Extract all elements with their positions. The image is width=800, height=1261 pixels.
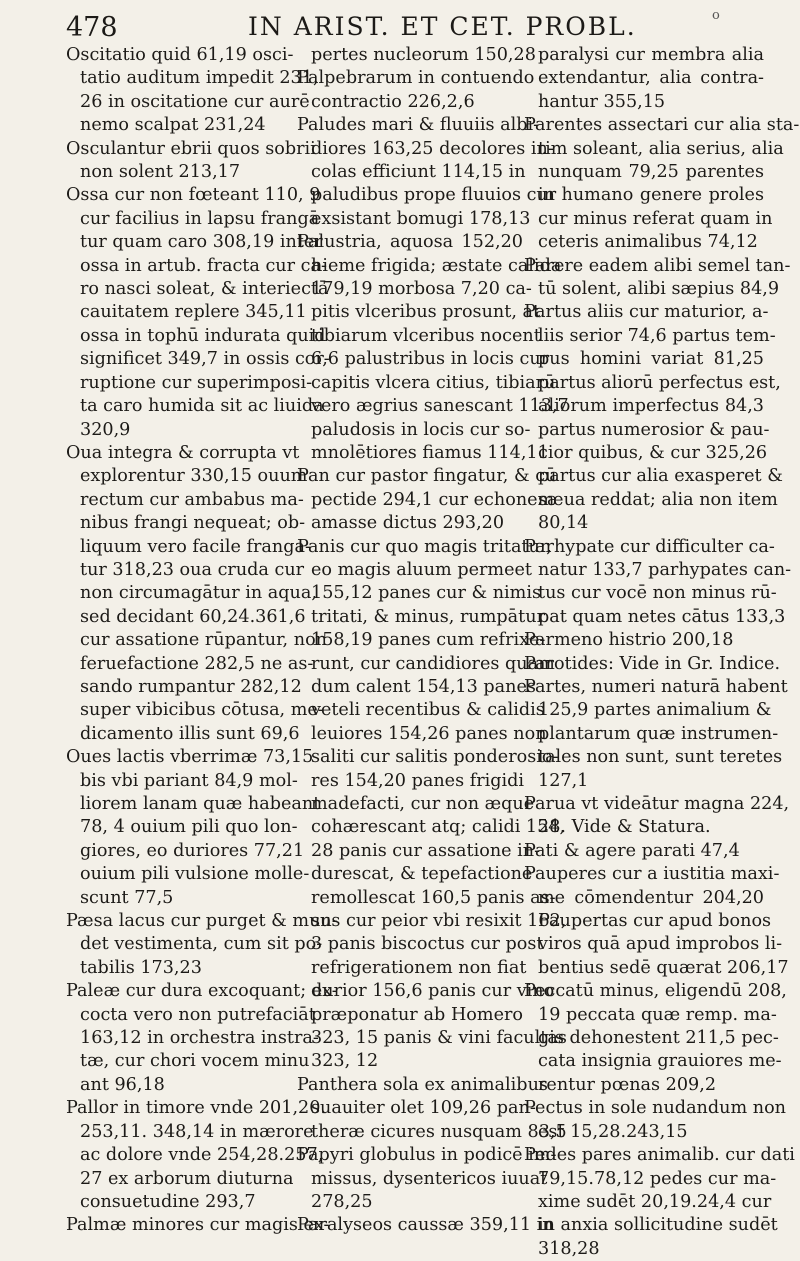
index-line: 323, 12: [311, 1051, 379, 1072]
index-line: ceteris animalibus 74,12: [538, 232, 758, 253]
index-line: 163,12 in orchestra instra-: [80, 1028, 319, 1049]
index-entry: [297, 1144, 557, 1214]
index-line: tur 318,23 oua cruda cur: [80, 559, 305, 580]
index-entry: [297, 67, 535, 114]
index-line: dum calent 154,13 panes: [311, 676, 536, 697]
index-line: in anxia sollicitudine sudēt: [538, 1215, 778, 1236]
index-line: Pati & agere parati 47,4: [524, 840, 740, 861]
index-line: exsistant bomugi 178,13: [311, 208, 531, 229]
index-entry: [66, 44, 319, 138]
index-line: ro nasci soleat, & interiectā: [80, 279, 329, 300]
index-line: pus homini variat 81,25: [538, 349, 764, 370]
index-entry: [297, 44, 536, 67]
index-entry: [524, 44, 764, 114]
index-line: 6,6 palustribus in locis cur: [311, 349, 550, 370]
index-line: Partes, numeri naturā habent: [524, 676, 788, 697]
index-line: me cōmendentur 204,20: [538, 887, 764, 908]
index-line: contractio 226,2,6: [311, 91, 475, 112]
index-line: tabilis 173,23: [80, 957, 202, 978]
index-line: Oues lactis vberrimæ 73,15: [66, 747, 314, 768]
index-line: tur quam caro 308,19 inter: [80, 232, 323, 253]
index-line: sando rumpantur 282,12: [80, 676, 302, 697]
index-entry: [524, 255, 791, 302]
index-entry: [524, 863, 789, 980]
index-line: 318,28: [538, 1238, 600, 1259]
index-line: Palpebrarum in contuendo: [297, 68, 535, 89]
index-line: est 15,28.243,15: [538, 1121, 688, 1142]
index-line: vero ægrius sanescant 113,7: [311, 396, 569, 417]
index-line: Ossa cur non fœteant 110, 9: [66, 185, 321, 206]
index-line: Pedes pares animalib. cur dati: [524, 1145, 795, 1166]
index-line: cauitatem replere 345,11: [80, 302, 307, 323]
index-line: Oscitatio quid 61,19 osci-: [66, 45, 294, 65]
index-line: Paludes mari & fluuiis albi-: [297, 115, 540, 136]
index-entry: [524, 793, 790, 840]
index-line: cohærescant atq; calidi 154,: [311, 817, 566, 838]
index-line: Parmeno histrio 200,18: [524, 630, 734, 651]
index-line: cur assatione rūpantur, non: [80, 630, 327, 651]
index-line: Oua integra & corrupta vt: [66, 442, 300, 463]
index-entry: [524, 653, 781, 676]
index-line: sæua reddat; alia non item: [538, 489, 778, 510]
index-line: 79,15.78,12 pedes cur ma-: [538, 1168, 777, 1189]
index-line: 278,25: [311, 1191, 373, 1212]
index-line: missus, dysentericos iuuat: [311, 1168, 548, 1189]
index-line: significet 349,7 in ossis cor-: [80, 349, 330, 370]
index-line: madefacti, cur non æque: [311, 794, 535, 814]
index-entry: [524, 840, 764, 863]
index-entry: [66, 184, 330, 441]
index-line: partus aliorū perfectus est,: [538, 372, 781, 393]
index-line: ossa in tophū indurata quid: [80, 325, 326, 346]
index-line: theræ cicures nusquam 83,5: [311, 1121, 567, 1142]
index-line: consuetudine 293,7: [80, 1191, 256, 1212]
index-line: tus cur vocē non minus rū-: [538, 583, 777, 604]
index-line: Pauperes cur a iustitia maxi-: [524, 864, 780, 885]
index-line: ouium pili vulsione molle-: [80, 864, 310, 885]
index-line: tales non sunt, sunt teretes: [538, 747, 783, 768]
index-line: rectum cur ambabus ma-: [80, 489, 304, 510]
index-entry: [524, 1097, 787, 1144]
index-line: præponatur ab Homero: [311, 1004, 523, 1025]
index-line: paludosis in locis cur so-: [311, 419, 531, 440]
index-line: saliti cur salitis ponderosio-: [311, 747, 559, 768]
index-line: gis dehonestent 211,5 pec-: [538, 1028, 779, 1049]
index-line: rentur pœnas 209,2: [538, 1074, 717, 1095]
index-line: plantarum quæ instrumen-: [538, 723, 779, 744]
index-line: 78, 4 ouium pili quo lon-: [80, 817, 298, 838]
index-line: tim soleant, alia serius, alia: [538, 138, 784, 159]
index-line: pat quam netes cātus 133,3: [538, 606, 786, 627]
index-line: runt, cur candidiores quam: [311, 653, 555, 674]
index-line: leuiores 154,26 panes non: [311, 723, 547, 744]
index-line: 80,14: [538, 513, 589, 534]
index-line: 28 panis cur assatione in-: [311, 840, 541, 861]
index-entry: [66, 746, 321, 910]
index-line: Paupertas cur apud bonos: [538, 911, 772, 932]
index-line: tatio auditum impedit 231,: [80, 68, 319, 89]
index-line: diores 163,25 decolores in-: [311, 138, 554, 159]
index-entry: [524, 676, 788, 793]
index-line: nunquam 79,25 parentes: [538, 162, 764, 183]
index-entry: [524, 301, 783, 535]
index-line: partus cur alia exasperet &: [538, 466, 783, 487]
index-entry: [66, 910, 338, 980]
index-line: natur 133,7 parhypates can-: [538, 559, 792, 580]
index-line: 155,12 panes cur & nimis: [311, 583, 542, 604]
index-column-1: [66, 44, 338, 1238]
index-line: 179,19 morbosa 7,20 ca-: [311, 279, 532, 300]
index-line: in humano genere proles: [538, 185, 764, 206]
index-line: 127,1: [538, 770, 589, 791]
index-line: viros quā apud improbos li-: [538, 934, 783, 955]
index-line: Palmæ minores cur magis ex-: [66, 1215, 330, 1236]
index-line: sed decidant 60,24.361,6: [80, 606, 306, 627]
index-entry: [66, 980, 338, 1097]
index-line: Pan cur pastor fingatur, & cū: [297, 466, 557, 487]
index-line: Parere eadem alibi semel tan-: [524, 255, 791, 276]
index-line: non solent 213,17: [80, 162, 241, 183]
index-line: Peccatū minus, eligendū 208,: [524, 981, 787, 1002]
index-line: paludibus prope fluuios cur: [311, 185, 557, 206]
index-line: Papyri globulus in podicē im-: [297, 1145, 557, 1166]
index-line: hieme frigida; æstate calida: [311, 255, 562, 276]
page-number: 478: [66, 12, 118, 43]
index-line: nemo scalpat 231,24: [80, 115, 266, 136]
index-line: Parua vt videātur magna 224,: [524, 794, 790, 814]
index-line: 158,19 panes cum refrixe-: [311, 630, 546, 651]
index-line: hantur 355,15: [538, 91, 666, 112]
index-line: giores, eo duriores 77,21: [80, 840, 305, 861]
index-entry: [524, 536, 792, 630]
index-entry: [524, 629, 764, 652]
index-line: cocta vero non putrefaciāt: [80, 1004, 316, 1025]
index-line: pertes nucleorum 150,28: [311, 45, 536, 65]
index-line: pitis vlceribus prosunt, at: [311, 302, 541, 323]
index-line: Pæsa lacus cur purget & mun-: [66, 911, 338, 932]
index-line: 253,11. 348,14 in mærore: [80, 1121, 314, 1142]
index-line: Osculantur ebrii quos sobrii: [66, 138, 316, 159]
index-entry: [524, 1144, 795, 1261]
index-line: ac dolore vnde 254,28.257,: [80, 1145, 324, 1166]
index-line: dicamento illis sunt 69,6: [80, 723, 300, 744]
index-line: Parhypate cur difficulter ca-: [524, 536, 775, 557]
index-line: sus cur peior vbi resixit 162,: [311, 911, 567, 932]
index-line: Palustria, aquosa 152,20: [297, 232, 523, 253]
index-line: eo magis aluum permeet: [311, 559, 532, 580]
index-line: 27 ex arborum diuturna: [80, 1168, 294, 1189]
index-line: extendantur, alia contra-: [538, 68, 764, 89]
index-line: xime sudēt 20,19.24,4 cur: [538, 1191, 772, 1212]
index-line: bis vbi pariant 84,9 mol-: [80, 770, 298, 791]
index-line: Parotides: Vide in Gr. Indice.: [524, 653, 781, 674]
index-line: super vibicibus cōtusa, me-: [80, 700, 324, 721]
index-line: non circumagātur in aqua,: [80, 583, 317, 604]
index-entry: [524, 980, 787, 1097]
running-title: IN ARIST. ET CET. PROBL.: [248, 12, 637, 41]
index-entry: [297, 1214, 554, 1237]
index-entry: [297, 114, 557, 231]
index-line: ruptione cur superimposi-: [80, 372, 313, 393]
index-line: durior 156,6 panis cur vino: [311, 981, 555, 1002]
index-line: 28. Vide & Statura.: [538, 817, 711, 838]
index-line: Parentes assectari cur alia sta-: [524, 115, 800, 136]
index-line: 26 in oscitatione cur aurē: [80, 91, 310, 112]
index-line: 125,9 partes animalium &: [538, 700, 772, 721]
index-entry: [66, 1097, 327, 1214]
index-line: nibus frangi nequeat; ob-: [80, 513, 306, 534]
index-line: durescat, & tepefactione: [311, 864, 533, 885]
index-line: paralysi cur membra alia: [538, 45, 764, 65]
index-entry: [297, 465, 557, 535]
index-line: 3 panis biscoctus cur post: [311, 934, 544, 955]
index-entry: [524, 114, 800, 254]
index-line: amasse dictus 293,20: [311, 513, 505, 534]
index-entry: [66, 1214, 330, 1237]
index-line: pectide 294,1 cur echonem: [311, 489, 555, 510]
index-line: remollescat 160,5 panis as-: [311, 887, 556, 908]
index-line: cata insignia grauiores me-: [538, 1051, 782, 1072]
index-line: cior quibus, & cur 325,26: [538, 442, 768, 463]
index-line: aliorum imperfectus 84,3: [538, 396, 764, 417]
index-line: 320,9: [80, 419, 131, 440]
index-line: Pallor in timore vnde 201,20.: [66, 1098, 327, 1119]
index-line: det vestimenta, cum sit po-: [80, 934, 323, 955]
index-line: 19 peccata quæ remp. ma-: [538, 1004, 777, 1025]
index-line: Panthera sola ex animalibus: [297, 1074, 548, 1095]
index-line: veteli recentibus & calidis: [311, 700, 545, 721]
index-entry: [66, 138, 316, 185]
index-line: tibiarum vlceribus nocent: [311, 325, 541, 346]
index-line: refrigerationem non fiat: [311, 957, 527, 978]
index-entry: [297, 231, 569, 465]
index-line: feruefactione 282,5 ne as-: [80, 653, 314, 674]
index-line: mnolētiores fiamus 114,11: [311, 442, 549, 463]
index-line: liquum vero facile franga-: [80, 536, 311, 557]
index-line: colas efficiunt 114,15 in: [311, 162, 526, 183]
index-line: Paralyseos caussæ 359,11 in: [297, 1215, 554, 1236]
index-line: bentius sedē quærat 206,17: [538, 957, 789, 978]
index-line: scunt 77,5: [80, 887, 174, 908]
index-line: 323, 15 panis & vini facultas: [311, 1028, 567, 1049]
index-line: Partus aliis cur maturior, a-: [524, 302, 769, 323]
index-line: tritati, & minus, rumpātur: [311, 606, 545, 627]
index-line: cur minus referat quam in: [538, 208, 773, 229]
index-line: partus numerosior & pau-: [538, 419, 770, 440]
index-line: suauiter olet 109,26 pan-: [311, 1098, 536, 1119]
index-line: cur facilius in lapsu frangā: [80, 208, 320, 229]
index-line: ant 96,18: [80, 1074, 165, 1095]
index-line: ta caro humida sit ac liuida: [80, 396, 324, 417]
index-line: explorentur 330,15 ouum: [80, 466, 308, 487]
index-line: Pectus in sole nudandum non: [524, 1098, 787, 1119]
index-line: liis serior 74,6 partus tem-: [538, 325, 776, 346]
index-line: Paleæ cur dura excoquant; ex-: [66, 981, 338, 1002]
index-entry: [297, 1074, 567, 1144]
index-line: capitis vlcera citius, tibiarū: [311, 372, 556, 393]
index-line: ossa in artub. fracta cur ca-: [80, 255, 327, 276]
index-line: Panis cur quo magis tritatur,: [297, 536, 552, 557]
index-column-3: [524, 44, 800, 1261]
index-line: liorem lanam quæ habeant: [80, 794, 321, 814]
index-line: tæ, cur chori vocem minu: [80, 1051, 310, 1072]
corner-mark: o: [712, 8, 720, 23]
index-line: res 154,20 panes frigidi: [311, 770, 525, 791]
index-entry: [66, 442, 327, 746]
index-line: tū solent, alibi sæpius 84,9: [538, 279, 780, 300]
